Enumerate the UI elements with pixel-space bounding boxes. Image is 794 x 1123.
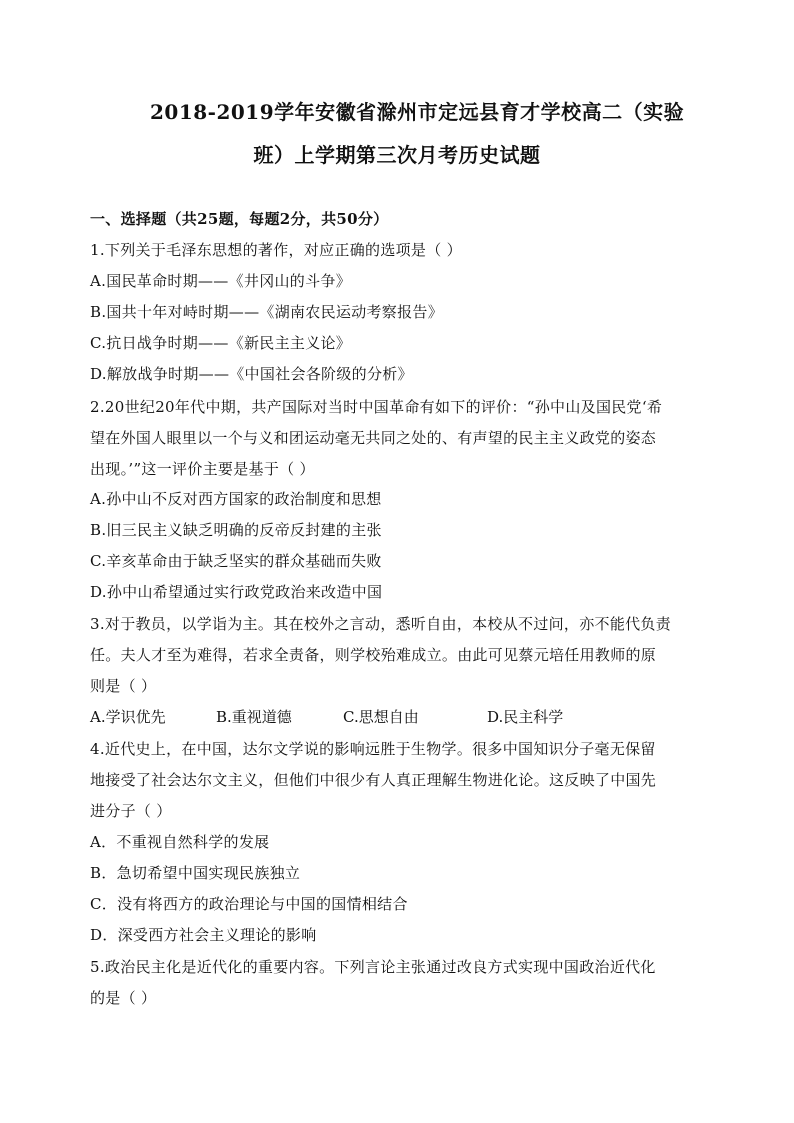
q3-stem-line-2: 任。夫人才至为难得，若求全责备，则学校殆难成立。由此可见蔡元培任用教师的原: [90, 646, 657, 664]
q3-option-a: A.学识优先: [90, 708, 166, 726]
q3-option-d: D.民主科学: [487, 708, 564, 726]
exam-title-line-1: 2018-2019学年安徽省滁州市定远县育才学校高二（实验: [150, 100, 685, 124]
q4-option-a: A．不重视自然科学的发展: [90, 833, 270, 851]
q3-option-b: B.重视道德: [216, 708, 292, 726]
q4-option-d: D．深受西方社会主义理论的影响: [90, 926, 317, 944]
q5-stem-line-2: 的是（ ）: [90, 989, 157, 1007]
q5-stem-line-1: 5.政治民主化是近代化的重要内容。下列言论主张通过改良方式实现中国政治近代化: [90, 958, 656, 976]
q2-stem-line-2: 望在外国人眼里以一个与义和团运动毫无共同之处的、有声望的民主主义政党的姿态: [90, 429, 657, 447]
section-heading: 一、选择题（共25题，每题2分，共50分）: [90, 210, 389, 228]
q2-stem-line-1: 2.20世纪20年代中期，共产国际对当时中国革命有如下的评价：“孙中山及国民党‘希: [90, 398, 663, 416]
q1-option-b: B.国共十年对峙时期——《湖南农民运动考察报告》: [90, 303, 443, 321]
q1-stem: 1.下列关于毛泽东思想的著作，对应正确的选项是（ ）: [90, 241, 462, 259]
q1-option-d: D.解放战争时期——《中国社会各阶级的分析》: [90, 365, 413, 383]
q2-stem-line-3: 出现。’”这一评价主要是基于（ ）: [90, 460, 315, 478]
q3-stem-line-3: 则是（ ）: [90, 677, 157, 695]
q4-option-c: C．没有将西方的政治理论与中国的国情相结合: [90, 895, 408, 913]
q3-option-c: C.思想自由: [343, 708, 419, 726]
q1-option-c: C.抗日战争时期——《新民主主义论》: [90, 334, 352, 352]
q3-stem-line-1: 3.对于教员，以学诣为主。其在校外之言动，悉听自由，本校从不过问，亦不能代负责: [90, 615, 672, 633]
q2-option-b: B.旧三民主义缺乏明确的反帝反封建的主张: [90, 521, 382, 539]
q4-option-b: B．急切希望中国实现民族独立: [90, 864, 301, 882]
q2-option-a: A.孙中山不反对西方国家的政治制度和思想: [90, 490, 382, 508]
q4-stem-line-3: 进分子（ ）: [90, 802, 172, 820]
q4-stem-line-1: 4.近代史上，在中国，达尔文学说的影响远胜于生物学。很多中国知识分子毫无保留: [90, 740, 656, 758]
q2-option-d: D.孙中山希望通过实行政党政治来改造中国: [90, 583, 383, 601]
exam-title-line-2: 班）上学期第三次月考历史试题: [253, 143, 541, 167]
q4-stem-line-2: 地接受了社会达尔文主义，但他们中很少有人真正理解生物进化论。这反映了中国先: [90, 771, 657, 789]
q1-option-a: A.国民革命时期——《井冈山的斗争》: [90, 272, 352, 290]
q2-option-c: C.辛亥革命由于缺乏坚实的群众基础而失败: [90, 552, 382, 570]
